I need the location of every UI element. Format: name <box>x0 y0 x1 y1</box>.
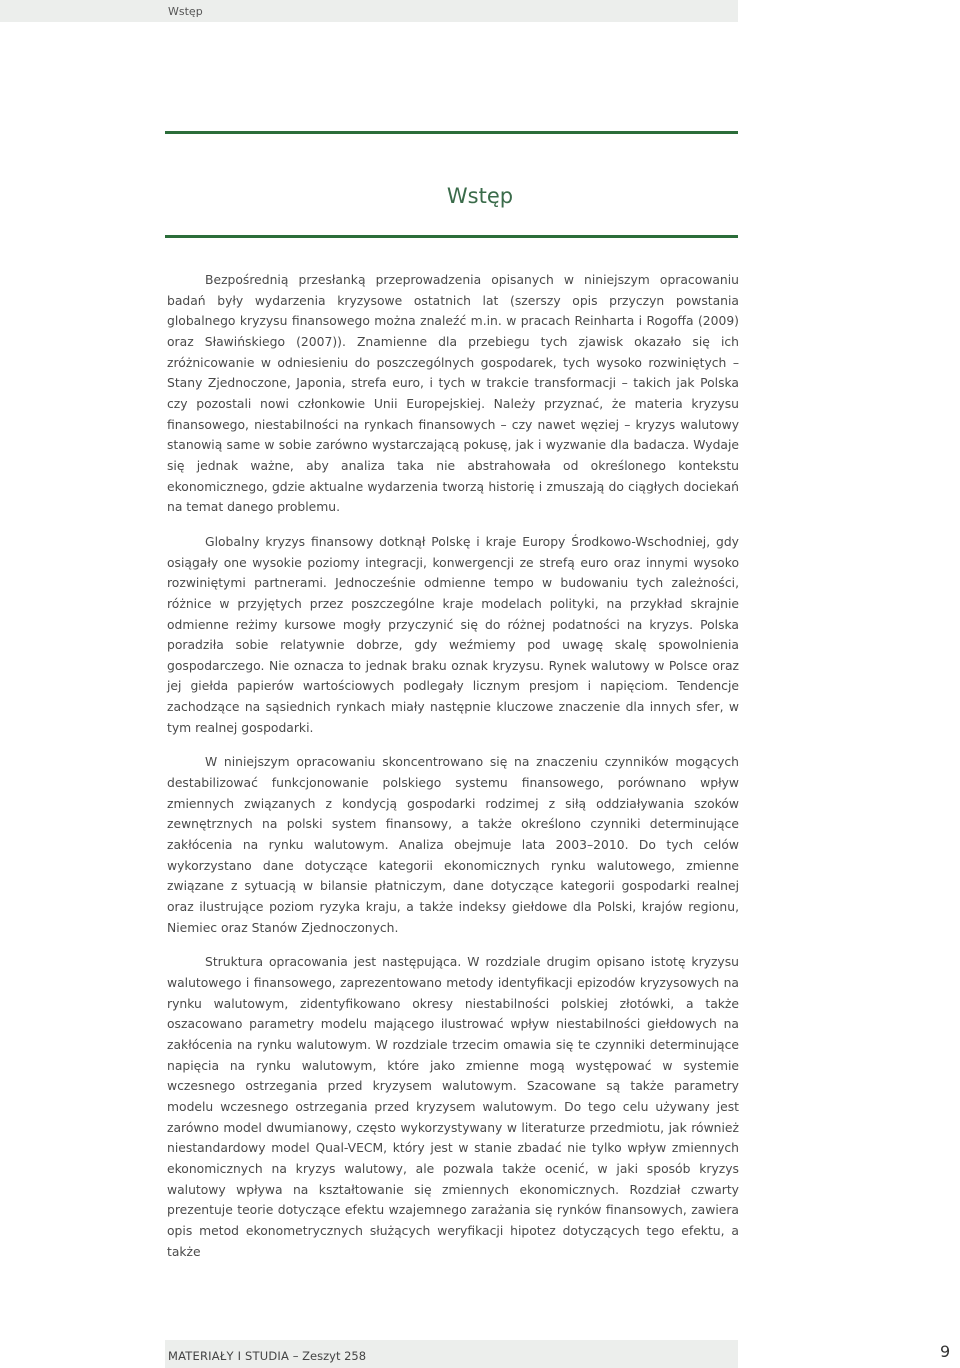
paragraph: W niniejszym opracowaniu skoncentrowano się na znaczeniu czynników mogących destabilizować funkcjonowanie polskiego systemu finansowego, porównano wpływ zmiennych związanych z kondycją gospodarki rodzimej z siłą oddziaływania szoków zewnętrznych na polski system finansowy, a także określono czynniki determinujące zakłócenia na rynku walutowym. Analiza obejmuje lata 2003–2010. Do tych celów wykorzystano dane dotyczące kategorii ekonomicznych rynku walutowego, zmienne związane z sytuacją w bilansie płatniczym, dane dotyczące kategorii gospodarki realnej oraz ilustrujące poziom ryzyka kraju, a także indeksy giełdowe dla Polski, krajów regionu, Niemiec oraz Stanów Zjednoczonych. <box>167 755 739 935</box>
paragraph: Globalny kryzys finansowy dotknął Polskę i kraje Europy Środkowo-Wschodniej, gdy osiągały one wysokie poziomy integracji, konwergencji ze strefą euro oraz innymi wysoko rozwiniętymi partnerami. Jednocześnie odmienne tempo w budowaniu tych zależności, różnice w przyjętych przez poszczególne kraje modelach polityki, na przykład skrajnie odmienne reżimy kursowe mogły przyczynić się do różnej podatności na kryzys. Polska poradziła sobie relatywnie dobrze, gdy weźmiemy pod uwagę skalę spowolnienia gospodarczego. Nie oznacza to jednak braku oznak kryzysu. Rynek walutowy w Polsce oraz jej giełda papierów wartościowych podlegały licznym presjom i napięciom. Tendencje zachodzące na sąsiednich rynkach miały następnie kluczowe znaczenie dla innych sfer, w tym realnej gospodarki. <box>167 534 739 735</box>
body-text <box>167 270 739 1276</box>
issue-number: Zeszyt 258 <box>302 1349 367 1363</box>
chapter-title: Wstęp <box>446 184 514 209</box>
title-rule-bottom <box>165 235 738 238</box>
running-header-bar <box>0 0 738 22</box>
paragraph: Bezpośrednią przesłanką przeprowadzenia opisanych w niniejszym opracowaniu badań były wydarzenia kryzysowe ostatnich lat (szerszy opis przyczyn powstania globalnego kryzysu finansowego można znaleźć m.in. w pracach Reinharta i Rogoffa (2009) oraz Sławińskiego (2007)). Znamienne dla przebiegu tych zjawisk okazało się ich zróżnicowanie w odniesieniu do poszczególnych gospodarek, tych wysoko rozwiniętych – Stany Zjednoczone, Japonia, strefa euro, i tych w trakcie transformacji – takich jak Polska czy pozostali nowi członkowie Unii Europejskiej. Należy przyznać, że materia kryzysu finansowego, niestabilności na rynkach finansowych – czy nawet węziej – kryzys walutowy stanowią same w sobie zarówno wystarczającą pokusę, jak i wyzwanie dla badacza. Wydaje się jednak ważne, aby analiza taka nie abstrahowała od określonego kontekstu ekonomicznego, gdzie aktualne wydarzenia tworzą historię i zmuszają do ciągłych dociekań na temat danego problemu. <box>167 273 739 515</box>
page-number: 9 <box>940 1342 951 1361</box>
publication-name: MATERIAŁY I STUDIA <box>168 1349 290 1363</box>
footer-publication: MATERIAŁY I STUDIA – Zeszyt 258 <box>168 1349 367 1363</box>
running-header-title: Wstęp <box>168 5 203 18</box>
title-rule-top <box>165 131 738 134</box>
paragraph: Struktura opracowania jest następująca. W rozdziale drugim opisano istotę kryzysu walutowego i finansowego, zaprezentowano metody identyfikacji epizodów kryzysowych na rynku walutowym, zidentyfikowano okresy niestabilności polskiej złotówki, a także oszacowano parametry modelu mającego ilustrować wpływ niestabilności giełdowych na zakłócenia na rynku walutowym. W rozdziale trzecim omawia się te czynniki determinujące napięcia na rynku walutowym, które jako zmienne mogą występować w systemie wczesnego ostrzegania przed kryzysem walutowym. Szacowane są także parametry modelu wczesnego ostrzegania przed kryzysem walutowym. Do tego celu używany jest zarówno model dwumianowy, często wykorzystywany w literaturze przedmiotu, jak również niestandardowy model Qual-VECM, który jest w stanie zbadać nie tylko wpływ zmiennych ekonomicznych na kryzys walutowy, ale pozwala także ocenić, w jaki sposób kryzys walutowy wpływa na kształtowanie się zmiennych ekonomicznych. Rozdział czwarty prezentuje teorie dotyczące efektu wzajemnego zarażania się rynków finansowych, zawiera opis metod ekonometrycznych służących weryfikacji hipotez dotyczących tego efektu, a także <box>167 955 739 1259</box>
